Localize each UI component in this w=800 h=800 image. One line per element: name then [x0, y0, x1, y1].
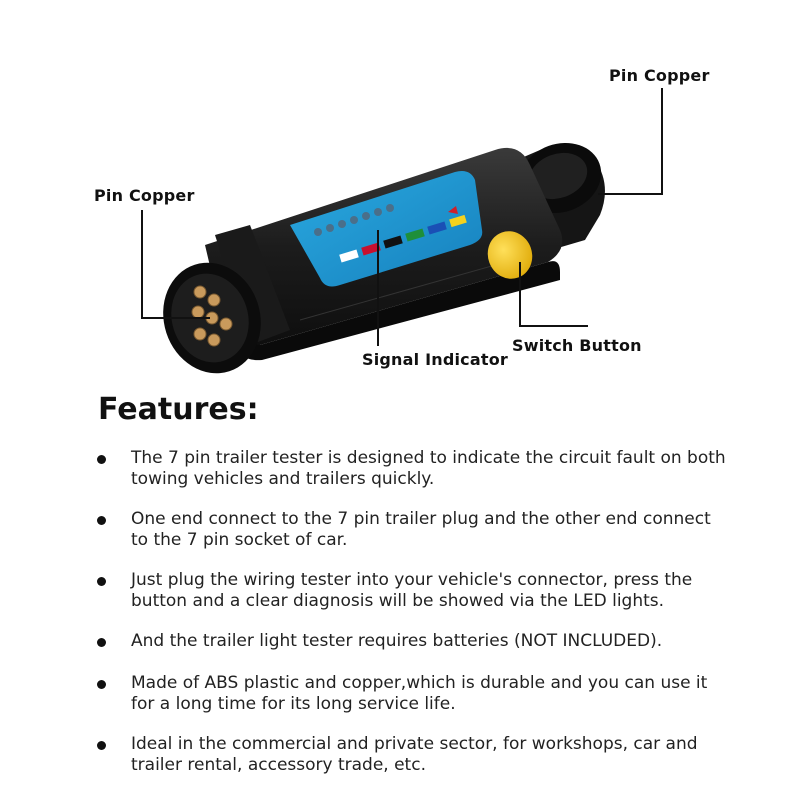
feature-text: Just plug the wiring tester into your vehicle's connector, press the button and a clear diagnosis will be showed via the LED lights. [131, 570, 693, 611]
callout-switch-button: Switch Button [512, 336, 642, 355]
feature-text: And the trailer light tester requires batteries (NOT INCLUDED). [131, 631, 663, 651]
bullet-icon [97, 741, 106, 750]
bullet-icon [97, 638, 106, 647]
features-heading: Features: [98, 392, 259, 427]
callout-pin-copper-left: Pin Copper [94, 186, 195, 205]
bullet-icon [97, 455, 106, 464]
feature-text: Made of ABS plastic and copper,which is durable and you can use it for a long time for its long service life. [131, 673, 708, 714]
feature-text: One end connect to the 7 pin trailer plug and the other end connect to the 7 pin socket of car. [131, 509, 711, 550]
bullet-icon [97, 680, 106, 689]
feature-text: The 7 pin trailer tester is designed to indicate the circuit fault on both towing vehicles and trailers quickly. [131, 448, 726, 489]
feature-text: Ideal in the commercial and private sector, for workshops, car and trailer rental, accessory trade, etc. [131, 734, 698, 775]
bullet-icon [97, 516, 106, 525]
bullet-icon [97, 577, 106, 586]
callout-signal-indicator: Signal Indicator [362, 350, 508, 369]
product-illustration [0, 0, 800, 390]
callout-pin-copper-right: Pin Copper [609, 66, 710, 85]
